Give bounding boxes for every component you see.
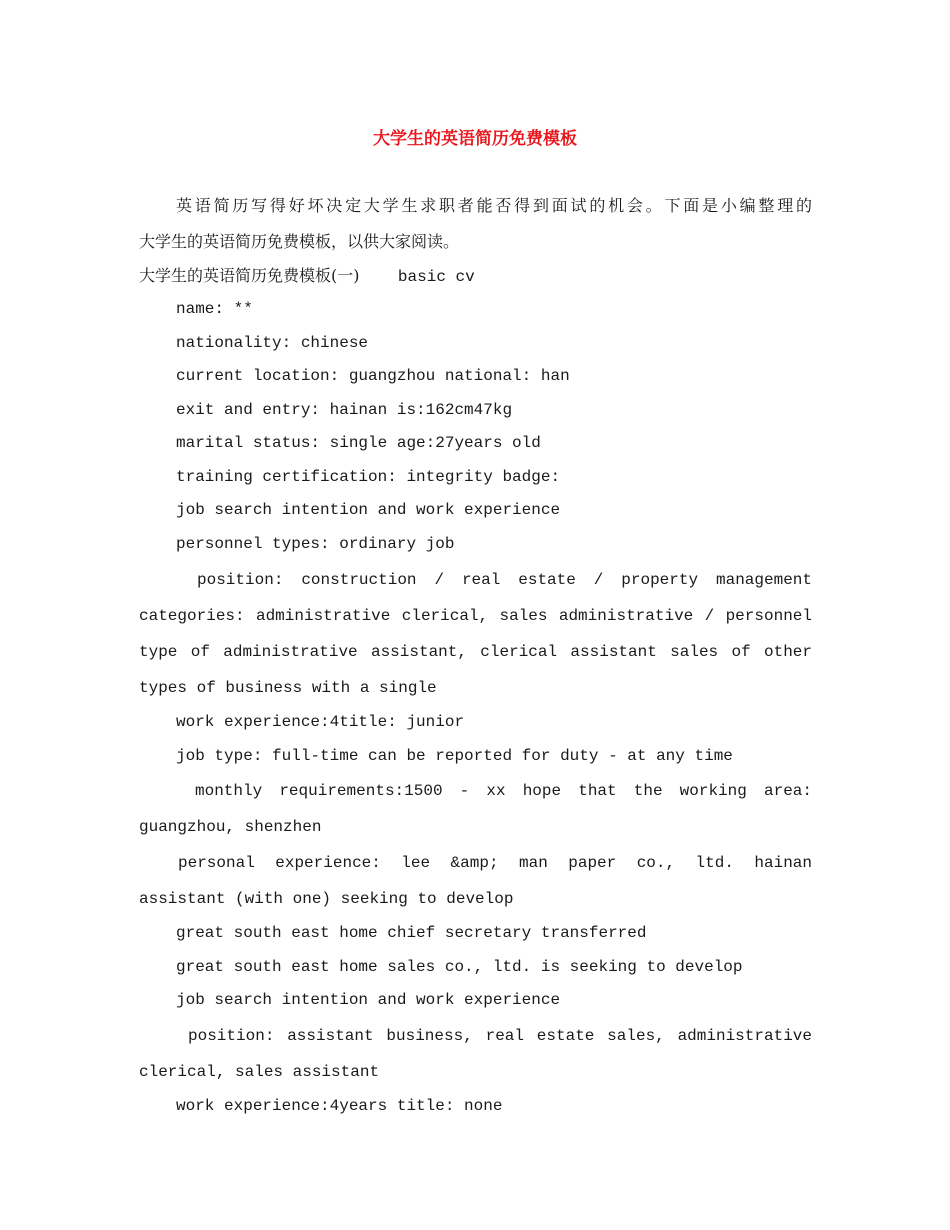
field-position-2: position: assistant business, real estate sales, administrative clerical, sales assistant xyxy=(139,1026,812,1081)
field-training: training certification: integrity badge: xyxy=(176,467,561,486)
field-work-experience-1: work experience:4title: junior xyxy=(176,713,465,731)
field-nationality: nationality: chinese xyxy=(176,333,369,352)
intro-line-2: 大学生的英语简历免费模板，以供大家阅读。 xyxy=(139,232,460,251)
field-great-south-east-1: great south east home chief secretary transferred xyxy=(176,924,647,942)
field-name: name: ** xyxy=(176,300,253,318)
field-location: current location: guangzhou national: han xyxy=(176,367,570,385)
document-title: 大学生的英语简历免费模板 xyxy=(373,129,577,149)
intro-line-1: 英语简历写得好坏决定大学生求职者能否得到面试的机会。下面是小编整理的 xyxy=(176,196,812,215)
field-personal-experience: personal experience: lee &amp; man paper co., ltd. hainan assistant (with one) seeking to develop xyxy=(139,854,812,908)
document-body xyxy=(139,188,812,1123)
field-marital-status: marital status: single age:27years old xyxy=(176,434,541,452)
job-search-heading-2: job search intention and work experience xyxy=(176,991,561,1009)
field-personnel-types: personnel types: ordinary job xyxy=(176,534,455,553)
field-work-experience-2: work experience:4years title: none xyxy=(176,1096,503,1115)
field-job-type: job type: full-time can be reported for duty - at any time xyxy=(176,746,733,765)
section-heading: 大学生的英语简历免费模板(一) xyxy=(139,266,360,285)
job-search-heading-1: job search intention and work experience xyxy=(176,501,561,519)
section-subheading: basic cv xyxy=(397,268,475,286)
field-great-south-east-2: great south east home sales co., ltd. is seeking to develop xyxy=(176,957,743,976)
field-exit-entry: exit and entry: hainan is:162cm47kg xyxy=(176,400,513,419)
field-position-1: position: construction / real estate / property management categories: administrative clerical, sales administrative / personnel type of administrative assistant, clerical assistant sales of other types of business with a single xyxy=(139,571,812,697)
section-heading-line xyxy=(139,260,812,293)
field-monthly-requirements: monthly requirements:1500 - xx hope that the working area: guangzhou, shenzhen xyxy=(139,782,812,836)
